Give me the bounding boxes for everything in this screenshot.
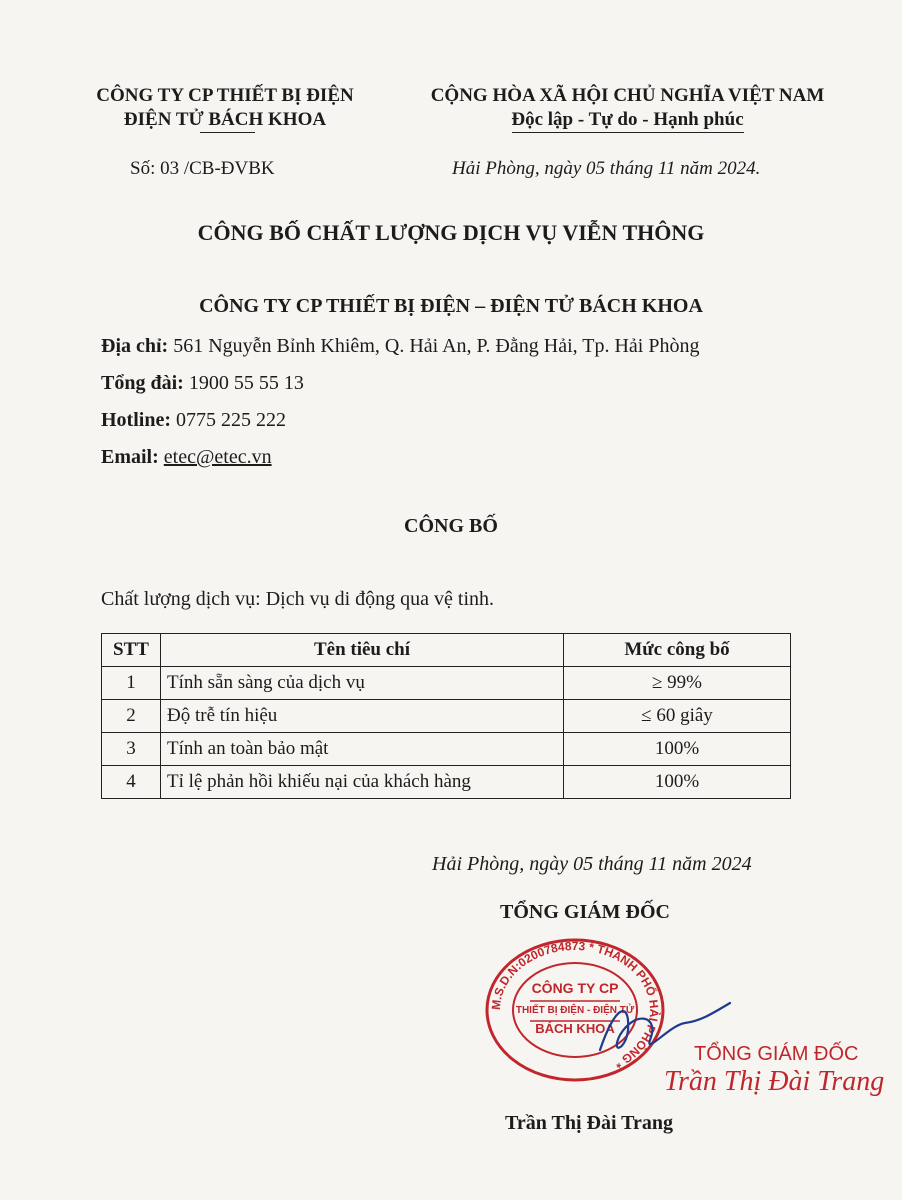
row-level: ≥ 99% (564, 667, 791, 700)
table-row (102, 667, 791, 700)
header-stt: STT (102, 634, 161, 667)
table-row (102, 733, 791, 766)
signature-title-red: TỔNG GIÁM ĐỐC (694, 1043, 859, 1065)
row-level: ≤ 60 giây (564, 700, 791, 733)
seal-center-line2: THIẾT BỊ ĐIỆN - ĐIỆN TỬ (515, 1005, 635, 1016)
email-link[interactable]: etec@etec.vn (163, 446, 272, 468)
company-full-name: CÔNG TY CP THIẾT BỊ ĐIỆN – ĐIỆN TỬ BÁCH KHOA (199, 295, 703, 317)
hotline-value: 0775 225 222 (171, 409, 286, 431)
signer-position: TỔNG GIÁM ĐỐC (500, 901, 670, 923)
row-criterion: Tính an toàn bảo mật (161, 733, 564, 766)
row-criterion: Tỉ lệ phản hồi khiếu nại của khách hàng (161, 766, 564, 799)
table-row (102, 766, 791, 799)
row-level: 100% (564, 733, 791, 766)
email-label: Email: (101, 446, 159, 468)
row-stt: 4 (102, 766, 161, 799)
address-value: 561 Nguyễn Bỉnh Khiêm, Q. Hải An, P. Đằng Hải, Tp. Hải Phòng (168, 335, 700, 357)
address-label: Địa chỉ: (101, 335, 169, 357)
company-name-line1: CÔNG TY CP THIẾT BỊ ĐIỆN (96, 85, 354, 106)
seal-center-line3: BÁCH KHOA (535, 1021, 615, 1036)
header-level: Mức công bố (564, 634, 791, 667)
row-stt: 2 (102, 700, 161, 733)
header-place-date: Hải Phòng, ngày 05 tháng 11 năm 2024. (452, 158, 761, 179)
quality-table (101, 633, 791, 799)
hotline-line (101, 409, 286, 432)
header-underline-left (200, 132, 255, 133)
row-criterion: Tính sẵn sàng của dịch vụ (161, 667, 564, 700)
table-row (102, 700, 791, 733)
company-name-line2: ĐIỆN TỬ BÁCH KHOA (123, 109, 327, 130)
hotline-label: Hotline: (101, 409, 171, 431)
address-line (101, 335, 700, 358)
national-title: CỘNG HÒA XÃ HỘI CHỦ NGHĨA VIỆT NAM (430, 85, 825, 106)
footer-place-date: Hải Phòng, ngày 05 tháng 11 năm 2024 (432, 853, 752, 875)
table-header-row (102, 634, 791, 667)
announce-heading: CÔNG BỐ (404, 515, 498, 537)
email-line (101, 446, 272, 469)
seal-center-line1: CÔNG TY CP (531, 980, 619, 996)
switchboard-value: 1900 55 55 13 (183, 372, 304, 394)
row-criterion: Độ trễ tín hiệu (161, 700, 564, 733)
row-stt: 3 (102, 733, 161, 766)
national-motto: Độc lập - Tự do - Hạnh phúc (511, 109, 744, 130)
row-stt: 1 (102, 667, 161, 700)
seal-ring-textpath: M.S.D.N:0200784873 * THÀNH PHỐ HẢI PHÒNG * (488, 938, 662, 1072)
header-underline-right (512, 132, 744, 133)
signature-name-script: Trần Thị Đài Trang (664, 1066, 885, 1097)
switchboard-label: Tổng đài: (101, 372, 184, 394)
switchboard-line (101, 372, 304, 395)
document-number: Số: 03 /CB-ĐVBK (130, 158, 275, 179)
service-line: Chất lượng dịch vụ: Dịch vụ di động qua vệ tinh. (101, 588, 495, 610)
header-criterion: Tên tiêu chí (161, 634, 564, 667)
row-level: 100% (564, 766, 791, 799)
document-title: CÔNG BỐ CHẤT LƯỢNG DỊCH VỤ VIỄN THÔNG (197, 220, 705, 245)
signer-name: Trần Thị Đài Trang (505, 1112, 674, 1134)
